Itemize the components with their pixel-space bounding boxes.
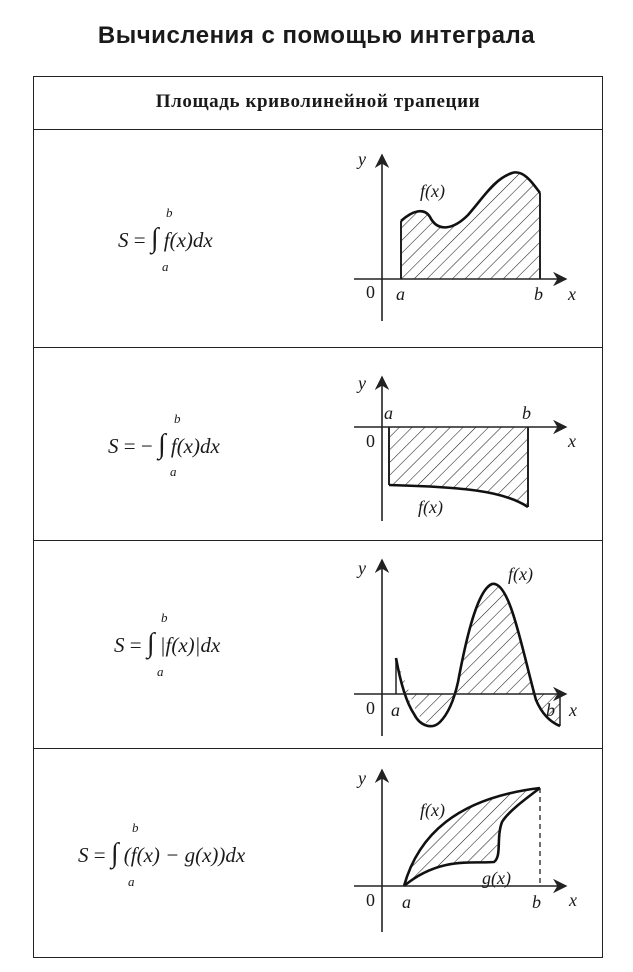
y-axis-label: y (358, 149, 366, 169)
b-label: b (546, 700, 555, 720)
curve-label-f: f(x) (420, 800, 445, 820)
lower-limit: a (157, 664, 164, 679)
table-row-area-negative (34, 347, 602, 541)
origin-label: 0 (366, 431, 375, 451)
a-label: a (396, 284, 405, 304)
x-axis-label: x (568, 431, 576, 451)
origin-label: 0 (366, 698, 375, 718)
table-row-area-positive (34, 129, 602, 348)
y-axis-label: y (358, 373, 366, 393)
formula-lhs: S (108, 434, 119, 458)
curve-label-g: g(x) (482, 868, 511, 888)
formula (114, 628, 220, 660)
b-label: b (532, 892, 541, 912)
lower-limit: a (170, 464, 177, 479)
integral-sign: ∫ (110, 838, 119, 869)
formula-lhs: S (114, 633, 125, 657)
table-row-area-between (34, 748, 602, 957)
upper-limit: b (132, 820, 139, 835)
curve-label-f: f(x) (418, 497, 443, 517)
graph-2 (344, 355, 584, 535)
formulas-table (33, 76, 603, 958)
b-label: b (534, 284, 543, 304)
lower-limit: a (162, 259, 169, 274)
formula-equals: = (93, 843, 106, 867)
formula-sign: − (140, 434, 153, 458)
x-axis-label: x (569, 700, 577, 720)
b-label: b (522, 403, 531, 423)
formula-equals: = (129, 633, 142, 657)
formula-lhs: S (118, 228, 129, 252)
formula-integrand: |f(x)|dx (159, 633, 221, 657)
curve-label-f: f(x) (508, 564, 533, 584)
formula-integrand: f(x)dx (170, 434, 220, 458)
integral-sign: ∫ (150, 223, 159, 254)
integral-sign: ∫ (157, 429, 166, 460)
formula-integrand: f(x)dx (163, 228, 213, 252)
formula (118, 223, 213, 255)
graph-3 (344, 550, 584, 746)
formula-integrand: (f(x) − g(x))dx (123, 843, 246, 867)
integral-sign: ∫ (146, 628, 155, 659)
y-axis-label: y (358, 768, 366, 788)
shaded-area (389, 427, 528, 507)
upper-limit: b (166, 205, 173, 220)
upper-limit: b (174, 411, 181, 426)
formula-lhs: S (78, 843, 89, 867)
formula (78, 838, 245, 870)
lower-limit: a (128, 874, 135, 889)
curve-label-f: f(x) (420, 181, 445, 201)
table-header (34, 77, 602, 130)
formula-equals: = (123, 434, 136, 458)
origin-label: 0 (366, 282, 375, 302)
origin-label: 0 (366, 890, 375, 910)
graph-1 (344, 145, 584, 345)
page-title: Вычисления с помощью интеграла (97, 22, 536, 49)
upper-limit: b (161, 610, 168, 625)
a-label: a (402, 892, 411, 912)
table-header-text: Площадь криволинейной трапеции (155, 91, 481, 112)
a-label: a (391, 700, 400, 720)
formula (108, 429, 220, 461)
formula-equals: = (133, 228, 146, 252)
table-row-area-abs (34, 540, 602, 749)
a-label: a (384, 403, 393, 423)
x-axis-label: x (569, 890, 577, 910)
y-axis-label: y (358, 558, 366, 578)
graph-4 (344, 756, 584, 952)
x-axis-label: x (568, 284, 576, 304)
